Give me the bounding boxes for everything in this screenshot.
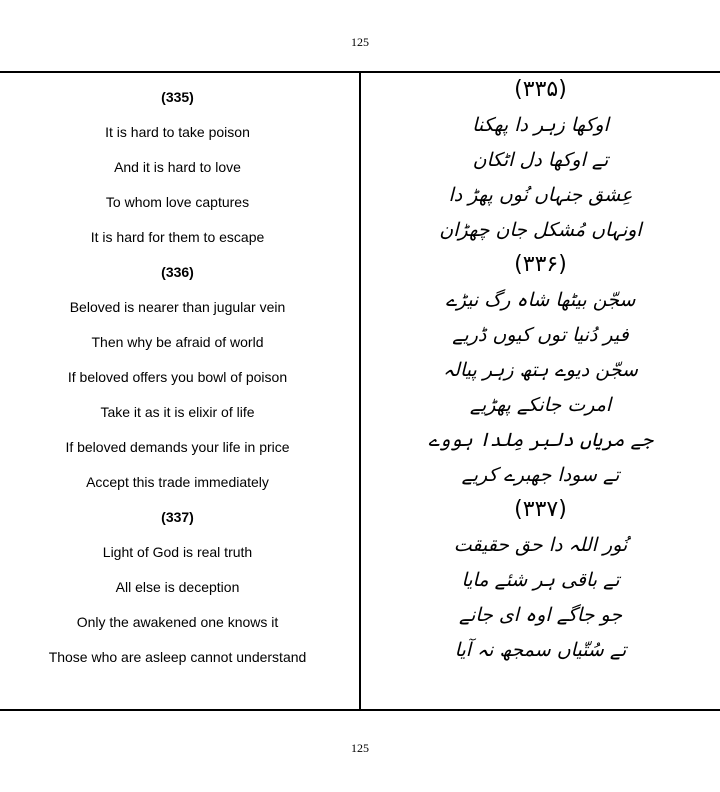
english-column bbox=[0, 73, 359, 709]
urdu-line: سجّن بیٹھا شاہ رگ نیڑے bbox=[445, 289, 636, 311]
urdu-line: جے مریاں دلبر مِلدا ہووے bbox=[428, 429, 653, 451]
english-line: Take it as it is elixir of life bbox=[100, 404, 255, 420]
english-line: Those who are asleep cannot understand bbox=[48, 649, 307, 665]
urdu-line: عِشق جنہاں نُوں پھڑ دا bbox=[448, 184, 633, 206]
english-line: Light of God is real truth bbox=[102, 544, 253, 560]
urdu-line: تے سُتّیاں سمجھ نہ آیا bbox=[454, 639, 627, 661]
urdu-verse-number: (۳۳۵) bbox=[514, 77, 567, 102]
urdu-line: جو جاگے اوہ ای جانے bbox=[458, 604, 623, 626]
page-number-bottom: 125 bbox=[351, 741, 369, 755]
english-line: It is hard for them to escape bbox=[90, 229, 265, 245]
page-number-top: 125 bbox=[351, 35, 369, 49]
urdu-line: تے باقی ہر شئے مایا bbox=[461, 569, 620, 591]
urdu-line: امرت جانکے پھڑیے bbox=[469, 394, 612, 416]
english-verse-number: (337) bbox=[161, 509, 194, 525]
english-line: All else is deception bbox=[115, 579, 240, 595]
urdu-line: تے اوکھا دل اٹکان bbox=[472, 149, 609, 171]
english-line: Then why be afraid of world bbox=[91, 334, 264, 350]
english-line: If beloved offers you bowl of poison bbox=[67, 369, 288, 385]
bottom-rule bbox=[0, 709, 720, 711]
urdu-line: سجّن دیوے ہتھ زہر پیالہ bbox=[443, 359, 638, 381]
english-line: It is hard to take poison bbox=[105, 124, 250, 140]
urdu-line: نُور اللہ دا حق حقیقت bbox=[453, 534, 628, 556]
urdu-verse-number: (۳۳۷) bbox=[514, 497, 567, 522]
urdu-line: اوکھا زہر دا پھکنا bbox=[472, 114, 609, 136]
english-line: Beloved is nearer than jugular vein bbox=[69, 299, 286, 315]
english-line: And it is hard to love bbox=[114, 159, 241, 175]
urdu-verse-number: (۳۳۶) bbox=[514, 252, 567, 277]
english-line: Accept this trade immediately bbox=[86, 474, 269, 490]
english-verse-number: (335) bbox=[161, 89, 194, 105]
english-verse-number: (336) bbox=[161, 264, 194, 280]
english-line: To whom love captures bbox=[105, 194, 250, 210]
urdu-line: فیر دُنیا توں کیوں ڈریے bbox=[452, 324, 629, 346]
urdu-line: تے سودا جھبرے کریے bbox=[461, 464, 620, 486]
urdu-line: اونہاں مُشکل جان چھڑان bbox=[439, 219, 642, 241]
english-line: Only the awakened one knows it bbox=[76, 614, 279, 630]
urdu-column bbox=[361, 73, 720, 709]
english-line: If beloved demands your life in price bbox=[65, 439, 290, 455]
